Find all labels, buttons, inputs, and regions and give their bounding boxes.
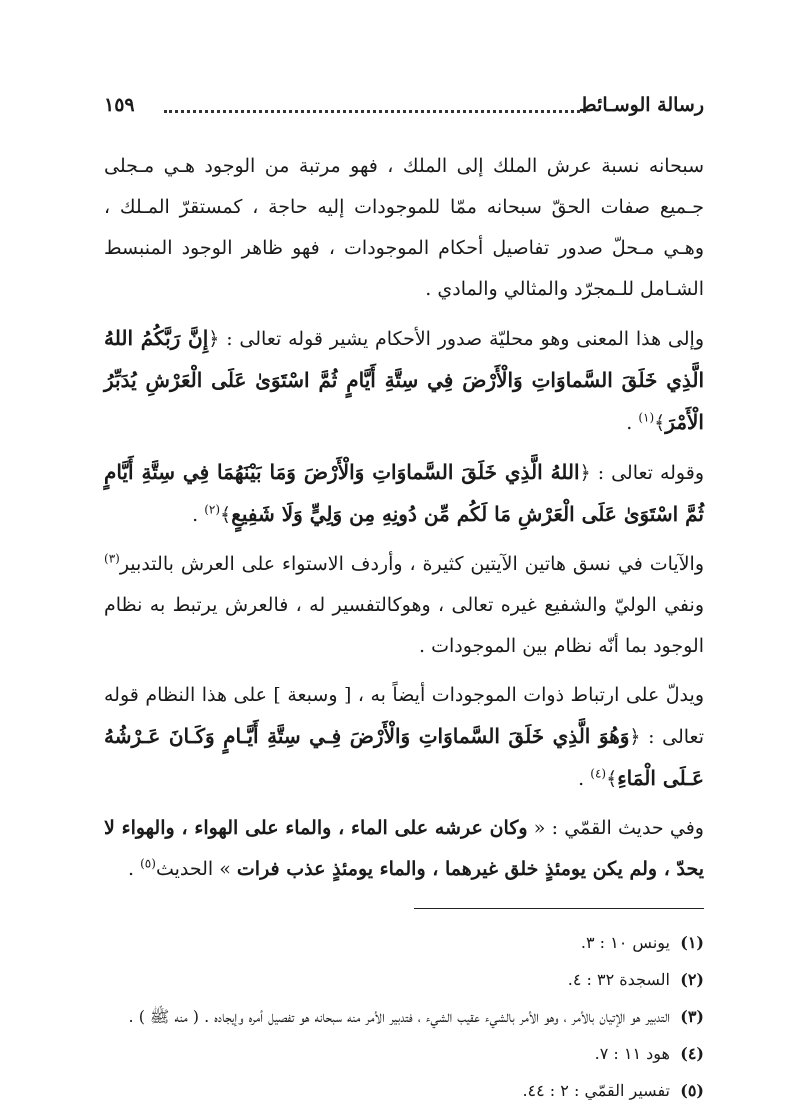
footnote-item bbox=[104, 1038, 704, 1069]
footnote-ref-5[interactable]: (٥) bbox=[140, 856, 156, 871]
footnote-text: هود ١١ : ٧. bbox=[594, 1044, 670, 1063]
ornate-bracket-close: ﴾ bbox=[220, 504, 232, 526]
footnote-number: (٢) bbox=[680, 970, 704, 989]
paragraph-6 bbox=[104, 808, 704, 890]
footnote-ref-1[interactable]: (١) bbox=[638, 410, 655, 425]
paragraph-6-intro: وفي حديث القمّي : « bbox=[527, 817, 704, 839]
hadith-quote: وكان عرشه على الماء ، والماء على الهواء ، والهواء لا يحدّ ، ولم يكن يومئذٍ خلق غيرهما ، والماء يومئذٍ عذب فرات bbox=[104, 817, 704, 880]
footnote-number: (٣) bbox=[680, 1007, 704, 1026]
footnote-number: (٥) bbox=[680, 1081, 704, 1100]
footnote-ref-2[interactable]: (٢) bbox=[204, 502, 221, 517]
header-leader-dots bbox=[164, 96, 586, 113]
page-number: ١٥٩ bbox=[104, 94, 135, 116]
paragraph-6-end: . bbox=[128, 858, 141, 880]
paragraph-4 bbox=[104, 544, 704, 667]
footnote-ref-4[interactable]: (٤) bbox=[590, 766, 607, 781]
paragraph-5-end: . bbox=[578, 768, 591, 790]
book-title: رسالة الوسـائط bbox=[579, 94, 704, 116]
footnote-number: (١) bbox=[680, 933, 704, 952]
paragraph-3 bbox=[104, 452, 704, 536]
paragraph-4-part-b: ونفي الوليّ والشفيع غيره تعالى ، وهوكالتفسير له ، فالعرش يرتبط به نظام الوجود بما أنّه نظام بين الموجودات . bbox=[104, 594, 704, 657]
footnote-item bbox=[104, 1075, 704, 1106]
paragraph-1: سبحانه نسبة عرش الملك إلى الملك ، فهو مرتبة من الوجود هـي مـجلى جـميع صفات الحقّ سبحانه ممّا للموجودات إليه حاجة ، كمستقرّ المـلك ، وهـي مـحلّ صدور تفاصيل أحكام الموجودات ، فهو ظاهر الوجود المنبسط الشـامل للـمجرّد والمثالي والمادي . bbox=[104, 155, 704, 300]
footnote-item bbox=[104, 964, 704, 995]
footnote-ref-3[interactable]: (٣) bbox=[104, 551, 120, 566]
ornate-bracket-open: ﴿ bbox=[208, 328, 220, 350]
paragraph-2-intro: وإلى هذا المعنى وهو محليّة صدور الأحكام يشير قوله تعالى : bbox=[219, 328, 705, 350]
ornate-bracket-open: ﴿ bbox=[579, 462, 591, 484]
footnote-text: السجدة ٣٢ : ٤. bbox=[567, 970, 670, 989]
footnote-item bbox=[104, 927, 704, 958]
footnotes bbox=[104, 927, 704, 1106]
paragraph-6-close: » الحديث bbox=[155, 858, 237, 880]
paragraph-5 bbox=[104, 675, 704, 800]
quran-verse-1: إِنَّ رَبَّكُمُ اللهُ الَّذِي خَلَقَ السَّماوَاتِ وَالْأَرْضَ فِي سِتَّةِ أَيَّامٍ ثُمَّ اسْتَوَىٰ عَلَى الْعَرْشِ يُدَبِّرُ الْأَمْرَ bbox=[104, 326, 704, 434]
paragraph-2 bbox=[104, 318, 704, 444]
paragraph-5-intro: ويدلّ على ارتباط ذوات الموجودات أيضاً به ، [ وسبعة ] على هذا النظام قوله تعالى : bbox=[104, 684, 704, 748]
footnote-text: التدبير هو الإتيان بالأمر ، وهو الأمر بالشيء عقيب الشيء ، فتدبير الأمر منه سبحانه هو تفصيل أمره وإيجاده . ( منه ﷺ ) . bbox=[128, 1007, 670, 1026]
footnote-text: يونس ١٠ : ٣. bbox=[580, 933, 670, 952]
footnote-number: (٤) bbox=[680, 1044, 704, 1063]
ornate-bracket-close: ﴾ bbox=[606, 768, 618, 790]
paragraph-4-part-a: والآيات في نسق هاتين الآيتين كثيرة ، وأردف الاستواء على العرش بالتدبير bbox=[119, 553, 704, 575]
quran-verse-3: وَهُوَ الَّذِي خَلَقَ السَّماوَاتِ وَالْأَرْضَ فِـي سِتَّةِ أَيَّـامٍ وَكَـانَ عَـرْشُهُ عَـلَى الْمَاءِ bbox=[104, 724, 704, 790]
ornate-bracket-close: ﴾ bbox=[654, 412, 666, 434]
footnote-divider bbox=[414, 908, 704, 909]
paragraph-2-end: . bbox=[626, 412, 639, 434]
footnote-item bbox=[104, 1001, 704, 1032]
main-text bbox=[104, 146, 704, 890]
paragraph-3-intro: وقوله تعالى : bbox=[590, 462, 704, 484]
footnote-text: تفسير القمّي : ٢ : ٤٤. bbox=[522, 1081, 670, 1100]
paragraph-3-end: . bbox=[192, 504, 205, 526]
page-header bbox=[104, 92, 704, 128]
ornate-bracket-open: ﴿ bbox=[629, 726, 641, 748]
quran-verse-2: اللهُ الَّذِي خَلَقَ السَّماوَاتِ وَالْأَرْضَ وَمَا بَيْنَهُمَا فِي سِتَّةِ أَيَّامٍ ثُمَّ اسْتَوَىٰ عَلَى الْعَرْشِ مَا لَكُم مِّن دُونِهِ مِن وَلِيٍّ وَلَا شَفِيعٍ bbox=[104, 460, 704, 526]
